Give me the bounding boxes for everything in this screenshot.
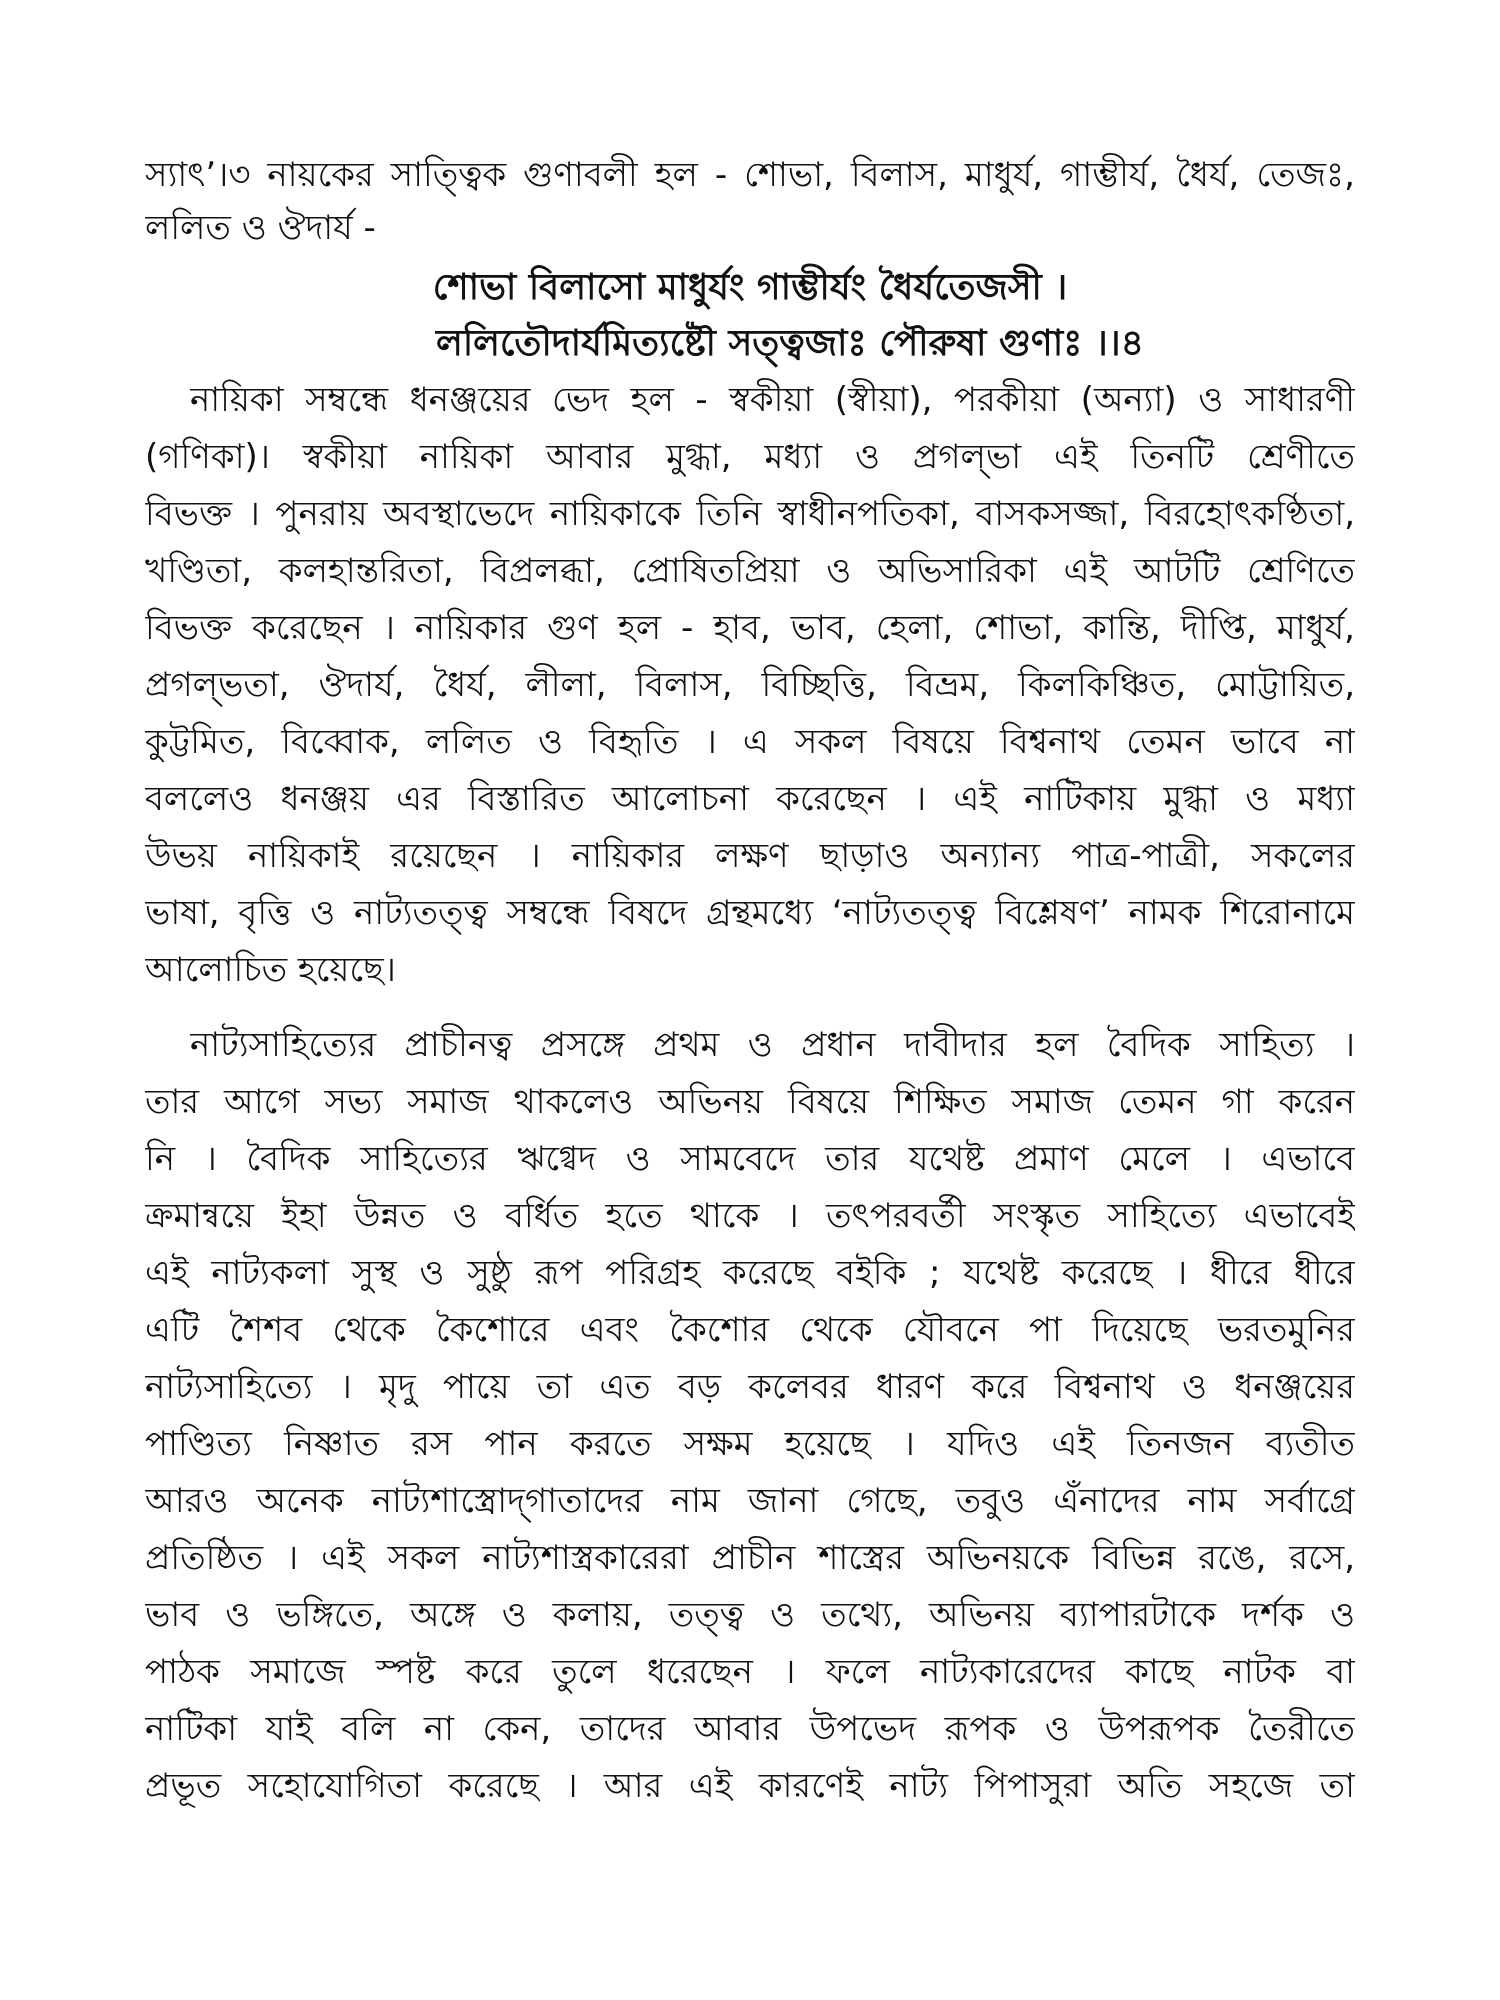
- para2-line-13: নাটিকা যাই বলি না কেন, তাদের আবার উপভেদ রূপক ও উপরূপক তৈরীতে: [145, 1709, 1355, 1749]
- para2-line-3: নি । বৈদিক সাহিত্যের ঋগ্বেদ ও সামবেদে তার যথেষ্ট প্রমাণ মেলে । এভাবে: [145, 1139, 1355, 1179]
- para2-line-2: তার আগে সভ্য সমাজ থাকলেও অভিনয় বিষয়ে শিক্ষিত সমাজ তেমন গা করেন: [145, 1082, 1355, 1122]
- para1-line-6: প্রগল্‌ভতা, ঔদার্য, ধৈর্য, লীলা, বিলাস, বিচ্ছিত্তি, বিভ্রম, কিলকিঞ্চিত, মোট্টায়িত,: [145, 665, 1355, 705]
- intro-line-1: স্যাৎ’।৩ নায়কের সাত্ত্বিক গুণাবলী হল - শোভা, বিলাস, মাধুর্য, গাম্ভীর্য, ধৈর্য, তেজঃ,: [145, 155, 1355, 195]
- para1-line-1: নায়িকা সম্বন্ধে ধনঞ্জয়ের ভেদ হল - স্বকীয়া (স্বীয়া), পরকীয়া (অন্যা) ও সাধারণী: [190, 380, 1355, 420]
- para1-line-8: বললেও ধনঞ্জয় এর বিস্তারিত আলোচনা করেছেন । এই নাটিকায় মুগ্ধা ও মধ্যা: [145, 779, 1355, 819]
- para2-line-10: প্রতিষ্ঠিত । এই সকল নাট্যশাস্ত্রকারেরা প্রাচীন শাস্ত্রের অভিনয়কে বিভিন্ন রঙে, রসে,: [145, 1538, 1355, 1578]
- para1-line-2: (গণিকা)। স্বকীয়া নায়িকা আবার মুগ্ধা, মধ্যা ও প্রগল্‌ভা এই তিনটি শ্রেণীতে: [145, 437, 1355, 477]
- intro-line-2: ললিত ও ঔদার্য -: [145, 208, 376, 248]
- para2-line-9: আরও অনেক নাট্যশাস্ত্রোদ্‌গাতাদের নাম জানা গেছে, তবুও এঁনাদের নাম সর্বাগ্রে: [145, 1481, 1355, 1521]
- para1-line-4: খণ্ডিতা, কলহান্তরিতা, বিপ্রলব্ধা, প্রোষিতপ্রিয়া ও অভিসারিকা এই আটটি শ্রেণিতে: [145, 551, 1355, 591]
- para2-line-7: নাট্যসাহিত্যে । মৃদু পায়ে তা এত বড় কলেবর ধারণ করে বিশ্বনাথ ও ধনঞ্জয়ের: [145, 1367, 1355, 1407]
- para1-line-3: বিভক্ত । পুনরায় অবস্থাভেদে নায়িকাকে তিনি স্বাধীনপতিকা, বাসকসজ্জা, বিরহোৎকণ্ঠিতা,: [145, 494, 1355, 534]
- para2-line-14: প্রভূত সহোযোগিতা করেছে । আর এই কারণেই নাট্য পিপাসুরা অতি সহজে তা: [145, 1766, 1355, 1806]
- para1-line-11: আলোচিত হয়েছে।: [145, 950, 396, 990]
- para1-line-9: উভয় নায়িকাই রয়েছেন । নায়িকার লক্ষণ ছাড়াও অন্যান্য পাত্র-পাত্রী, সকলের: [145, 836, 1355, 876]
- para2-line-1: নাট্যসাহিত্যের প্রাচীনত্ব প্রসঙ্গে প্রথম ও প্রধান দাবীদার হল বৈদিক সাহিত্য ।: [190, 1025, 1355, 1065]
- para2-line-8: পাণ্ডিত্য নিষ্ণাত রস পান করতে সক্ষম হয়েছে । যদিও এই তিনজন ব্যতীত: [145, 1424, 1355, 1464]
- para2-line-12: পাঠক সমাজে স্পষ্ট করে তুলে ধরেছেন । ফলে নাট্যকারেদের কাছে নাটক বা: [145, 1652, 1355, 1692]
- para1-line-5: বিভক্ত করেছেন । নায়িকার গুণ হল - হাব, ভাব, হেলা, শোভা, কান্তি, দীপ্তি, মাধুর্য,: [145, 608, 1355, 648]
- para2-line-6: এটি শৈশব থেকে কৈশোরে এবং কৈশোর থেকে যৌবনে পা দিয়েছে ভরতমুনির: [145, 1310, 1355, 1350]
- para1-line-7: কুট্টমিত, বিব্বোক, ললিত ও বিহৃতি । এ সকল বিষয়ে বিশ্বনাথ তেমন ভাবে না: [145, 722, 1355, 762]
- para2-line-11: ভাব ও ভঙ্গিতে, অঙ্গে ও কলায়, তত্ত্ব ও তথ্যে, অভিনয় ব্যাপারটাকে দর্শক ও: [145, 1595, 1355, 1635]
- para1-line-10: ভাষা, বৃত্তি ও নাট্যতত্ত্ব সম্বন্ধে বিষদে গ্রন্থমধ্যে ‘নাট্যতত্ত্ব বিশ্লেষণ’ নামক শিরোনামে: [145, 893, 1355, 933]
- verse-line-2: ললিতৌদার্যমিত্যষ্টৌ সত্ত্বজাঃ পৌরুষা গুণাঃ ।।৪: [436, 323, 1144, 364]
- verse-line-1: শোভা বিলাসো মাধুর্যং গাম্ভীর্যং ধৈর্যতেজসী ।: [432, 267, 1068, 308]
- para2-line-5: এই নাট্যকলা সুস্থ ও সুষ্ঠু রূপ পরিগ্রহ করেছে বইকি ; যথেষ্ট করেছে । ধীরে ধীরে: [145, 1253, 1355, 1293]
- para2-line-4: ক্রমান্বয়ে ইহা উন্নত ও বর্ধিত হতে থাকে । তৎপরবর্তী সংস্কৃত সাহিত্যে এভাবেই: [145, 1196, 1355, 1236]
